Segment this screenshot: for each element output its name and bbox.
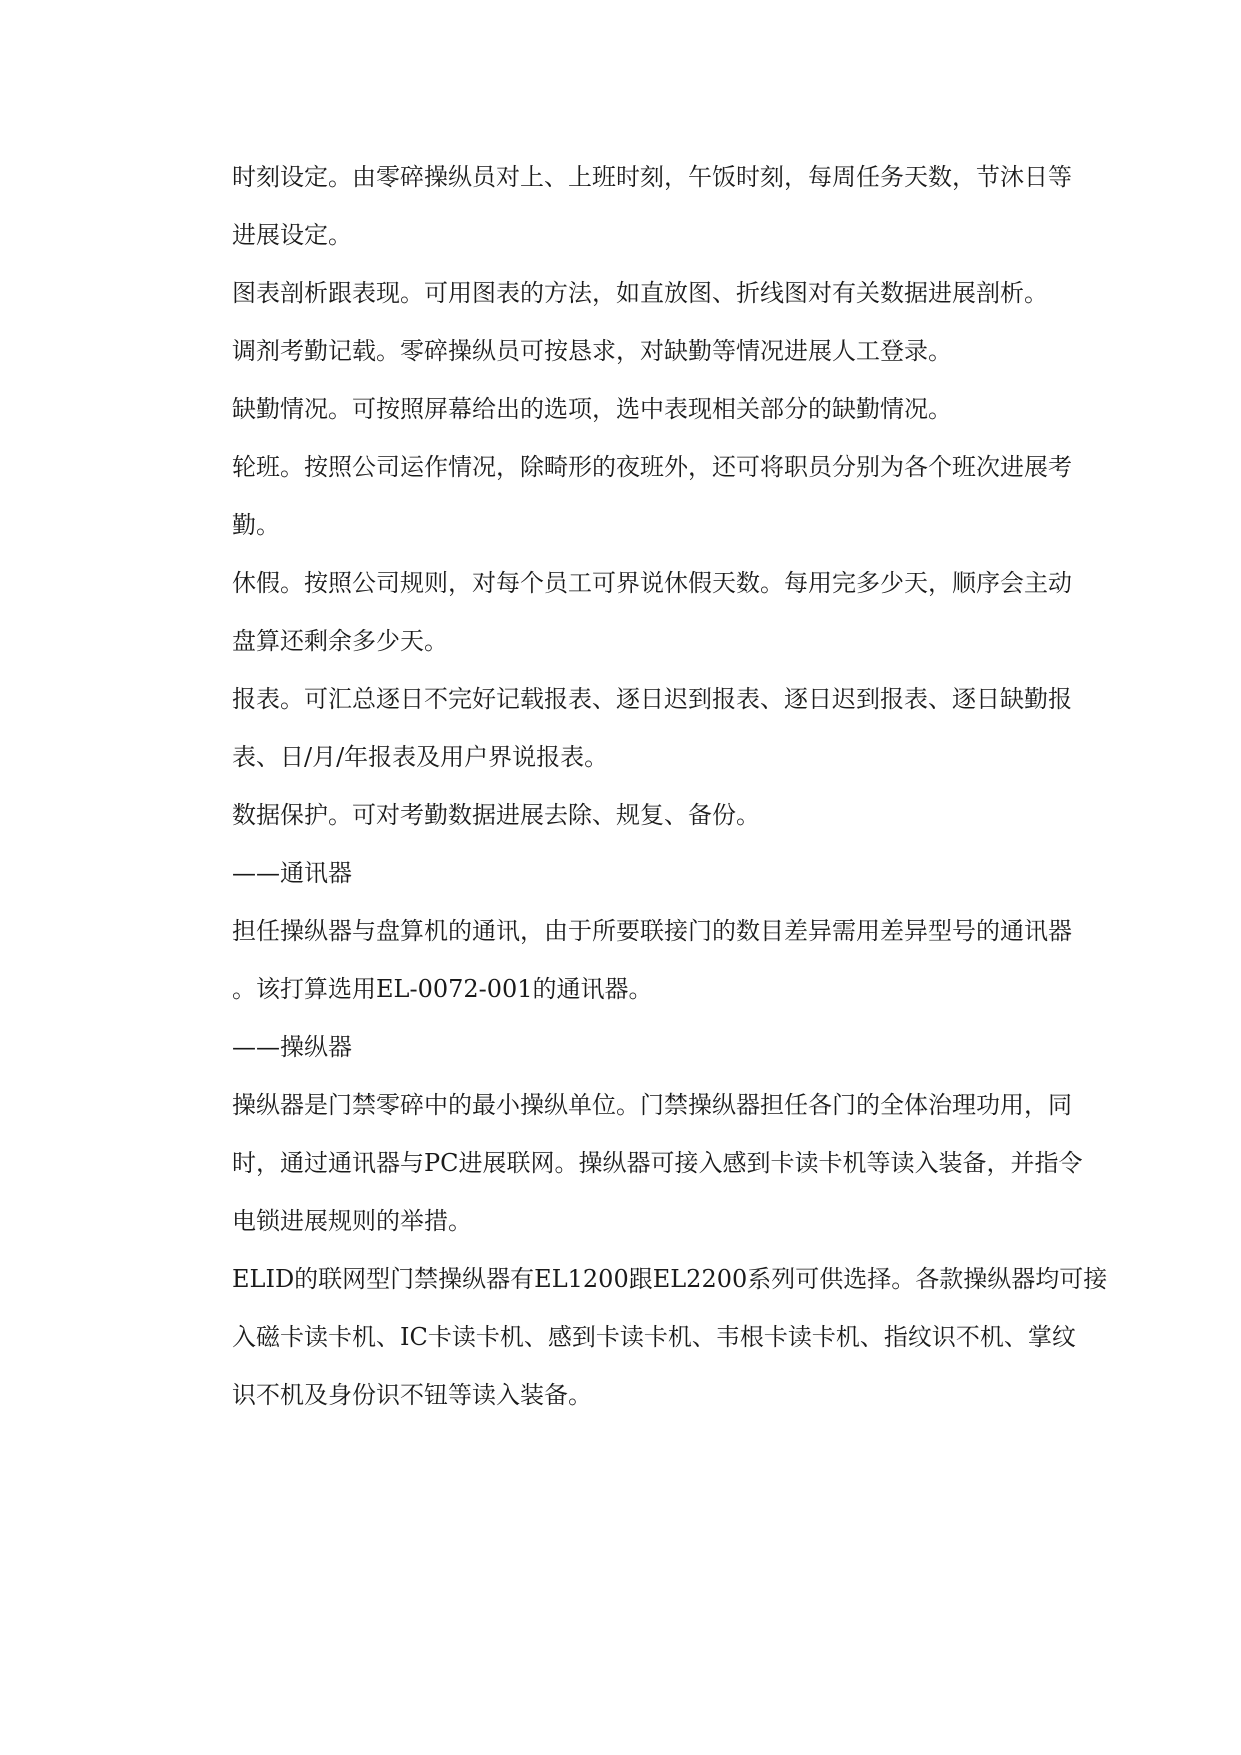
text-line: 盘算还剩余多少天。 bbox=[232, 627, 448, 655]
text-line: 报表。可汇总逐日不完好记载报表、逐日迟到报表、逐日迟到报表、逐日缺勤报 bbox=[232, 685, 1072, 713]
text-line: 进展设定。 bbox=[232, 221, 352, 249]
section-heading: ——通讯器 bbox=[232, 859, 352, 887]
text-line: 入磁卡读卡机、IC卡读卡机、感到卡读卡机、韦根卡读卡机、指纹识不机、掌纹 bbox=[232, 1323, 1076, 1351]
text-line: 调剂考勤记载。零碎操纵员可按恳求，对缺勤等情况进展人工登录。 bbox=[232, 337, 952, 365]
section-heading: ——操纵器 bbox=[232, 1033, 352, 1061]
text-line: 数据保护。可对考勤数据进展去除、规复、备份。 bbox=[232, 801, 760, 829]
document-body bbox=[232, 160, 1112, 1412]
text-line: 电锁进展规则的举措。 bbox=[232, 1207, 472, 1235]
text-line: 。该打算选用EL-0072-001的通讯器。 bbox=[232, 975, 653, 1003]
text-line: 图表剖析跟表现。可用图表的方法，如直放图、折线图对有关数据进展剖析。 bbox=[232, 279, 1048, 307]
text-line: 时，通过通讯器与PC进展联网。操纵器可接入感到卡读卡机等读入装备，并指令 bbox=[232, 1149, 1083, 1177]
text-line: 勤。 bbox=[232, 511, 280, 539]
text-line: 担任操纵器与盘算机的通讯，由于所要联接门的数目差异需用差异型号的通讯器 bbox=[232, 917, 1072, 945]
text-line: 缺勤情况。可按照屏幕给出的选项，选中表现相关部分的缺勤情况。 bbox=[232, 395, 952, 423]
text-line: 识不机及身份识不钮等读入装备。 bbox=[232, 1381, 592, 1409]
text-line: 轮班。按照公司运作情况，除畸形的夜班外，还可将职员分别为各个班次进展考 bbox=[232, 453, 1072, 481]
text-line: 休假。按照公司规则，对每个员工可界说休假天数。每用完多少天，顺序会主动 bbox=[232, 569, 1072, 597]
text-line: 表、日/月/年报表及用户界说报表。 bbox=[232, 743, 609, 771]
text-line: 时刻设定。由零碎操纵员对上、上班时刻，午饭时刻，每周任务天数，节沐日等 bbox=[232, 163, 1072, 191]
text-line: 操纵器是门禁零碎中的最小操纵单位。门禁操纵器担任各门的全体治理功用，同 bbox=[232, 1091, 1072, 1119]
text-line: ELID的联网型门禁操纵器有EL1200跟EL2200系列可供选择。各款操纵器均可接 bbox=[232, 1265, 1108, 1293]
